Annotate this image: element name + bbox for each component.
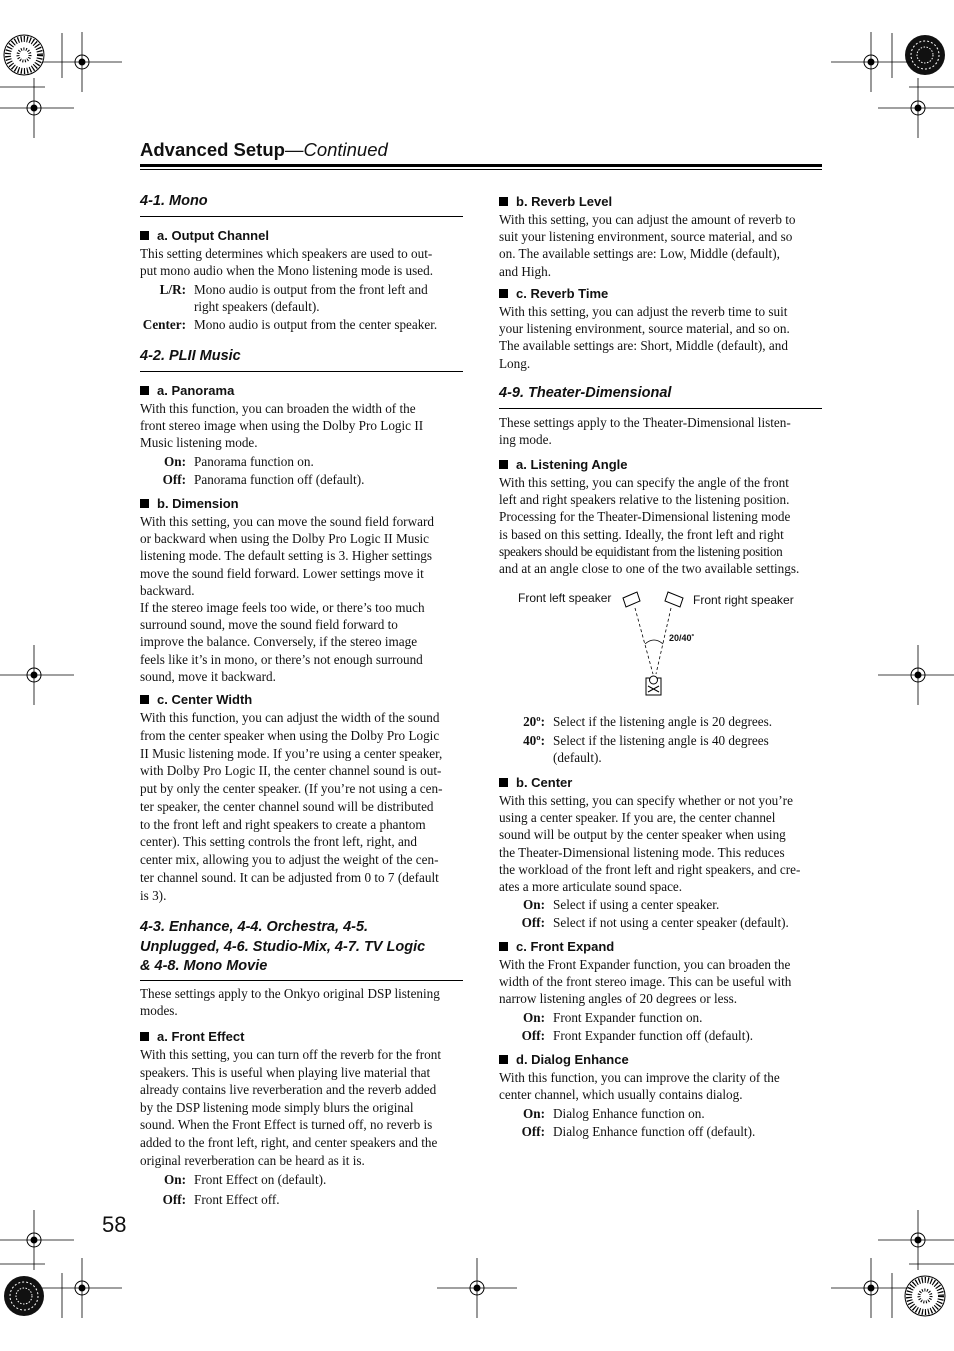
section-rule <box>140 371 463 372</box>
section-rule <box>499 408 822 409</box>
option-off: Off: Panorama function off (default). <box>162 472 365 487</box>
center-text: With this setting, you can specify whether or not you’re using a center speaker. If you are, the center channel sound will be output by the center speaker when using the Theater-Dimensional listening mode. This reduces the workload of the front left and right speakers, and cre- ates a more articulate sound space. <box>499 793 801 895</box>
section-rule <box>140 216 463 217</box>
front-right-speaker-label: Front right speaker <box>693 593 794 607</box>
option-on: On: Panorama function on. <box>164 454 314 469</box>
option-20: 20º: Select if the listening angle is 20 degrees. <box>523 714 772 729</box>
subheading-reverb-time: c. Reverb Time <box>499 286 608 301</box>
panorama-text: With this function, you can broaden the width of the front stereo image when using the Dolby Pro Logic II Music listening mode. <box>140 401 424 451</box>
subheading-panorama: a. Panorama <box>140 383 234 398</box>
front-effect-text: With this setting, you can turn off the reverb for the front speakers. This is useful when playing live material that already contains live reverberation and the reverb added by the DSP listening mode simply blurs the original sound. When the Front Effect is turned off, no reverb is added to the front left, right, and center speakers and the original reverberation can be heard as it is. <box>140 1047 441 1168</box>
dialog-enhance-text: With this function, you can improve the clarity of the center channel, which usually contains dialog. <box>499 1070 780 1103</box>
subheading-dimension: b. Dimension <box>140 496 239 511</box>
subheading-front-expand: c. Front Expand <box>499 939 614 954</box>
header-title: Advanced Setup <box>140 139 285 160</box>
subheading-center-width: c. Center Width <box>140 692 252 707</box>
angle-label: 20/40˚ <box>669 633 695 643</box>
option-on: On: Select if using a center speaker. <box>523 897 720 912</box>
subheading-listening-angle: a. Listening Angle <box>499 457 627 472</box>
subheading-output-channel: a. Output Channel <box>140 228 269 243</box>
option-off: Off: Select if not using a center speaker (default). <box>521 915 789 930</box>
theater-intro: These settings apply to the Theater-Dimensional listen- ing mode. <box>499 415 791 448</box>
center-width-text: With this function, you can adjust the width of the sound from the center speaker when using the Dolby Pro Logic II Music listening mode. If you’re using a center speaker, with Dolby Pro Logic II, the center channel sound is out- put by only the center speaker. (If you’re not using a cen- ter speaker, the center channel sound will be distributed to the front left and right speakers to create a phantom center). This setting controls the front left, right, and center mix, allowing you to adjust the weight of the cen- ter channel sound. It can be adjusted from 0 to 7 (default is 3). <box>140 710 443 903</box>
listening-angle-text: With this setting, you can specify the angle of the front left and right speakers relative to the listening position. Processing for the Theater-Dimensional listening mode is based on this setting. Ideally, the front left and right speakers should be equidistant from the listening position and at an angle close to one of the two available settings. <box>499 475 800 577</box>
option-lr: L/R: Mono audio is output from the front left and right speakers (default). <box>159 282 428 315</box>
option-off: Off: Dialog Enhance function off (default). <box>521 1124 756 1139</box>
subheading-dialog-enhance: d. Dialog Enhance <box>499 1052 629 1067</box>
section-rule <box>140 980 463 981</box>
option-on: On: Dialog Enhance function on. <box>523 1106 705 1121</box>
option-on: On: Front Effect on (default). <box>164 1172 327 1187</box>
front-expand-text: With the Front Expander function, you can broaden the width of the front stereo image. This can be useful with narrow listening angles of 20 degrees or less. <box>499 957 792 1007</box>
listening-angle-diagram <box>615 588 695 700</box>
option-off: Off: Front Effect off. <box>162 1192 280 1207</box>
header-rule <box>140 164 822 167</box>
dimension-text: With this setting, you can move the sound field forward or backward when using the Dolby Pro Logic II Music listening mode. The default setting is 3. Higher settings move the sound field forward. Lower settings move it backward. If the stereo image feels too wide, or there’s too much surround sound, move the sound field forward to improve the balance. Conversely, if the stereo image feels like it’s in mono, or there’s not enough surround sound, move it backward. <box>140 514 434 684</box>
front-left-speaker-label: Front left speaker <box>518 591 612 605</box>
front-right-speaker-icon <box>665 592 683 607</box>
reverb-level-text: With this setting, you can adjust the amount of reverb to suit your listening environment, source material, and so on. The available settings are: Low, Middle (default), and High. <box>499 212 796 279</box>
section-heading-theater: 4-9. Theater-Dimensional <box>499 385 672 401</box>
option-40: 40º: Select if the listening angle is 40 degrees (default). <box>523 733 769 766</box>
front-left-speaker-icon <box>623 592 640 607</box>
section-heading-mono: 4-1. Mono <box>140 193 208 209</box>
reverb-time-text: With this setting, you can adjust the reverb time to suit your listening environment, source material, and so on. The available settings are: Short, Middle (default), and Long. <box>499 304 790 371</box>
option-on: On: Front Expander function on. <box>523 1010 703 1025</box>
page-header <box>140 139 388 161</box>
subheading-center: b. Center <box>499 775 572 790</box>
subheading-front-effect: a. Front Effect <box>140 1029 244 1044</box>
enhance-intro: These settings apply to the Onkyo original DSP listening modes. <box>140 986 440 1019</box>
page-number: 58 <box>102 1212 127 1237</box>
listener-icon <box>646 676 661 695</box>
header-continued: —Continued <box>284 139 388 160</box>
section-heading-plii: 4-2. PLII Music <box>140 348 241 364</box>
section-heading-enhance: 4-3. Enhance, 4-4. Orchestra, 4-5. Unplugged, 4-6. Studio-Mix, 4-7. TV Logic & 4-8. Mono Movie <box>140 919 426 975</box>
header-rule-thin <box>140 169 822 170</box>
option-off: Off: Front Expander function off (default). <box>521 1028 754 1043</box>
output-channel-text: This setting determines which speakers are used to out- put mono audio when the Mono listening mode is used. <box>140 246 434 279</box>
option-center: Center: Mono audio is output from the center speaker. <box>142 317 438 332</box>
subheading-reverb-level: b. Reverb Level <box>499 194 612 209</box>
